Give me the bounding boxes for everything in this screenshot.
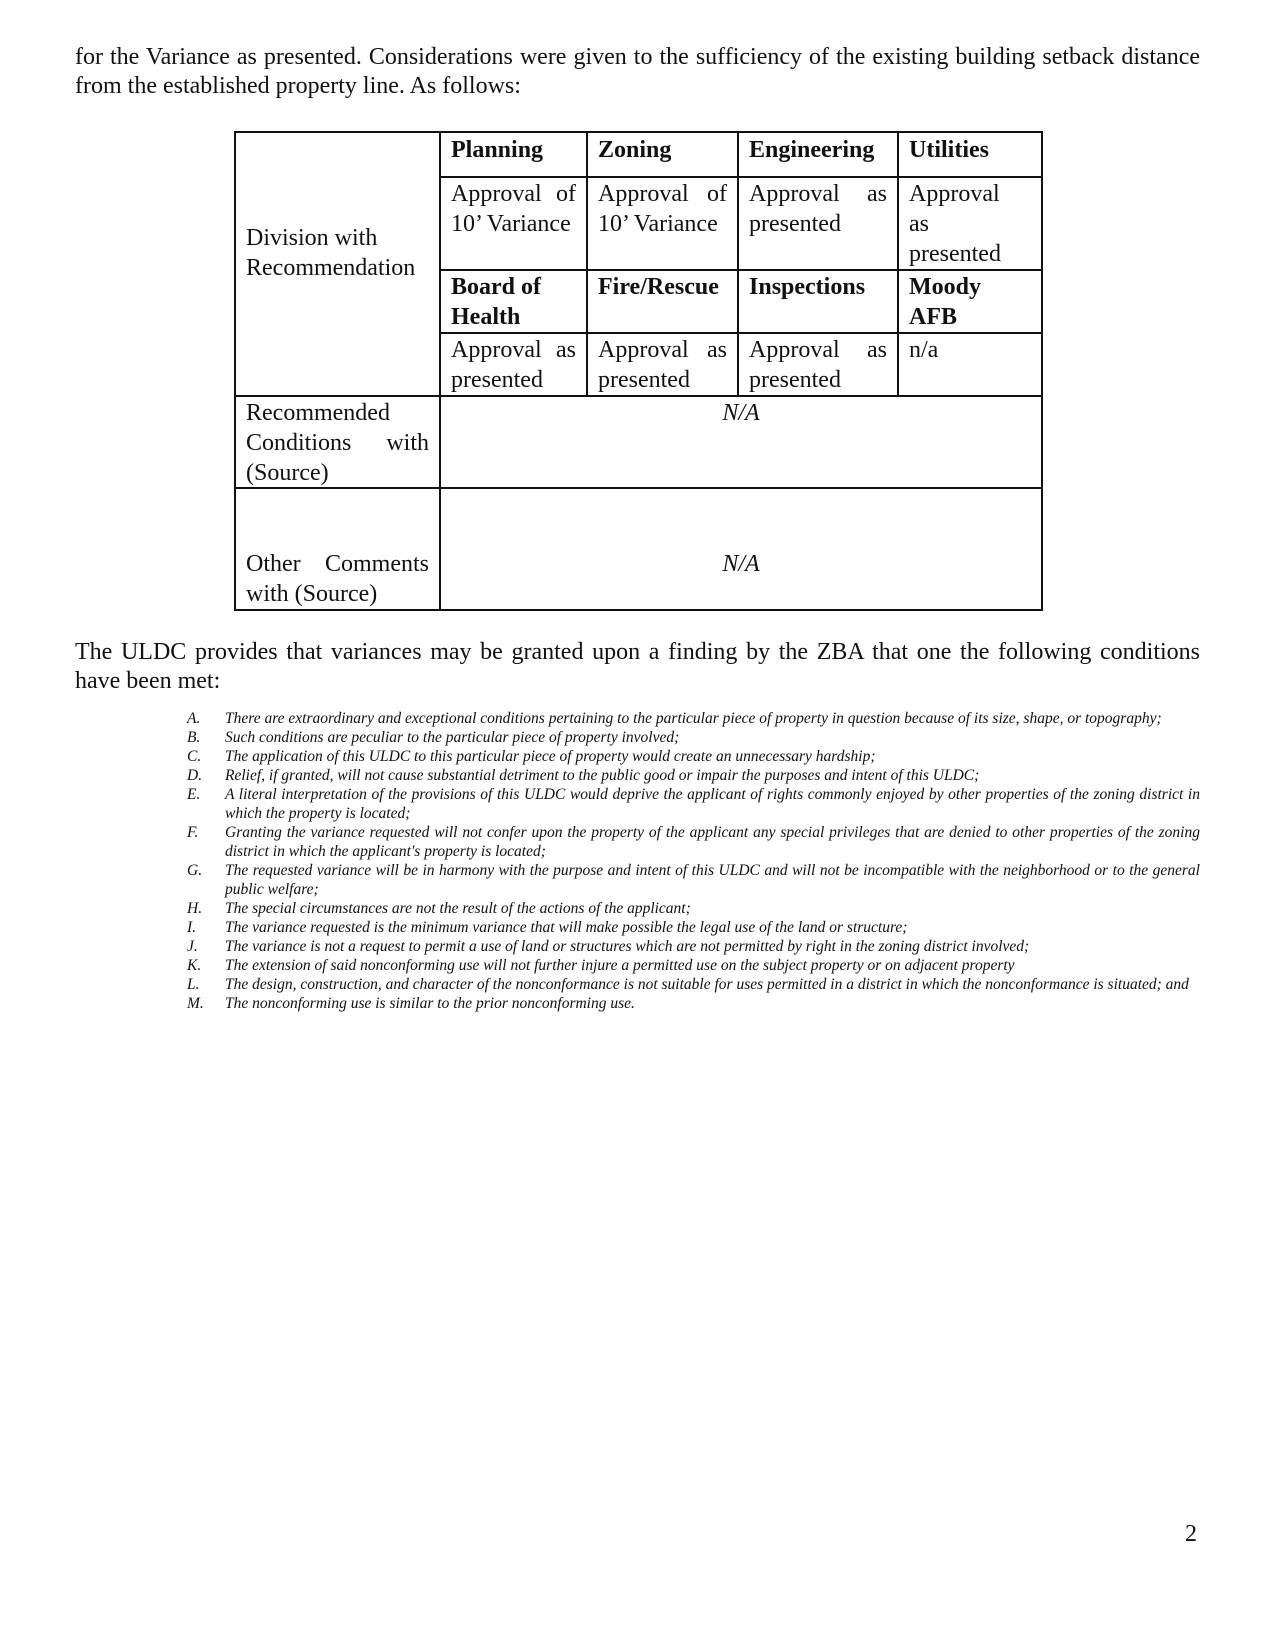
list-item bbox=[184, 994, 1200, 1013]
header-moody-afb: Moody AFB bbox=[909, 274, 981, 330]
list-text: The design, construction, and character of the nonconformance is not suitable for uses permitted in a district in which the nonconformance is situated; and bbox=[225, 976, 1189, 993]
list-letter: A. bbox=[187, 710, 201, 727]
value-moody-afb: n/a bbox=[909, 337, 939, 363]
comments-value: N/A bbox=[722, 551, 760, 577]
list-item bbox=[184, 937, 1200, 956]
value-board-of-health: Approval as presented bbox=[451, 337, 576, 393]
list-text: The requested variance will be in harmony with the purpose and intent of this ULDC and will not be incompatible with the neighborhood or to the general public welfare; bbox=[225, 862, 1200, 898]
value-utilities: Approval as presented bbox=[909, 181, 1001, 267]
list-item bbox=[184, 861, 1200, 899]
conditions-list bbox=[184, 709, 1200, 1013]
page-number: 2 bbox=[1185, 1521, 1197, 1547]
list-text: The variance is not a request to permit a use of land or structures which are not permitted by right in the zoning district involved; bbox=[225, 938, 1030, 955]
list-letter: M. bbox=[187, 995, 204, 1012]
recommendation-table bbox=[234, 131, 1043, 611]
conditions-value: N/A bbox=[722, 400, 760, 426]
list-text: There are extraordinary and exceptional conditions pertaining to the particular piece of property in question because of its size, shape, or topography; bbox=[225, 710, 1162, 727]
list-text: Granting the variance requested will not confer upon the property of the applicant any special privileges that are denied to other properties of the zoning district in which the applicant's property is located; bbox=[225, 824, 1200, 860]
list-item bbox=[184, 956, 1200, 975]
row-label-conditions: Recommended Conditions with (Source) bbox=[246, 400, 429, 486]
list-item bbox=[184, 747, 1200, 766]
row-label-comments: Other Comments with (Source) bbox=[246, 551, 429, 607]
header-board-of-health: Board of Health bbox=[451, 274, 541, 330]
list-letter: H. bbox=[187, 900, 203, 917]
list-letter: C. bbox=[187, 748, 202, 765]
header-inspections: Inspections bbox=[749, 274, 866, 300]
list-item bbox=[184, 785, 1200, 823]
list-item bbox=[184, 766, 1200, 785]
list-text: The special circumstances are not the result of the actions of the applicant; bbox=[225, 900, 691, 917]
intro-paragraph: for the Variance as presented. Considerations were given to the sufficiency of the existing building setback distance from the established property line. As follows: bbox=[75, 44, 1200, 99]
header-engineering: Engineering bbox=[749, 137, 875, 163]
value-engineering: Approval as presented bbox=[749, 181, 887, 237]
list-letter: B. bbox=[187, 729, 201, 746]
list-text: A literal interpretation of the provisions of this ULDC would deprive the applicant of rights commonly enjoyed by other properties of the zoning district in which the property is located; bbox=[225, 786, 1200, 822]
list-text: The variance requested is the minimum variance that will make possible the legal use of the land or structure; bbox=[225, 919, 908, 936]
list-item bbox=[184, 899, 1200, 918]
list-letter: J. bbox=[187, 938, 198, 955]
list-text: The extension of said nonconforming use will not further injure a permitted use on the subject property or on adjacent property bbox=[225, 957, 1015, 974]
list-letter: E. bbox=[187, 786, 201, 803]
list-text: Relief, if granted, will not cause substantial detriment to the public good or impair the purposes and intent of this ULDC; bbox=[225, 767, 980, 784]
list-item bbox=[184, 975, 1200, 994]
value-inspections: Approval as presented bbox=[749, 337, 887, 393]
list-item bbox=[184, 823, 1200, 861]
list-letter: K. bbox=[187, 957, 202, 974]
uldc-paragraph: The ULDC provides that variances may be granted upon a finding by the ZBA that one the following conditions have been met: bbox=[75, 639, 1200, 694]
header-utilities: Utilities bbox=[909, 137, 989, 163]
list-letter: G. bbox=[187, 862, 203, 879]
value-fire-rescue: Approval as presented bbox=[598, 337, 727, 393]
list-letter: F. bbox=[187, 824, 199, 841]
list-text: The nonconforming use is similar to the prior nonconforming use. bbox=[225, 995, 635, 1012]
header-zoning: Zoning bbox=[598, 137, 672, 163]
row-label-division: Division with Recommendation bbox=[246, 225, 416, 281]
header-planning: Planning bbox=[451, 137, 544, 163]
list-letter: D. bbox=[187, 767, 203, 784]
list-letter: L. bbox=[187, 976, 200, 993]
list-item bbox=[184, 709, 1200, 728]
header-fire-rescue: Fire/Rescue bbox=[598, 274, 719, 300]
value-planning: Approval of 10’ Variance bbox=[451, 181, 576, 237]
list-item bbox=[184, 918, 1200, 937]
list-text: The application of this ULDC to this particular piece of property would create an unnecessary hardship; bbox=[225, 748, 876, 765]
value-zoning: Approval of 10’ Variance bbox=[598, 181, 727, 237]
list-item bbox=[184, 728, 1200, 747]
list-text: Such conditions are peculiar to the particular piece of property involved; bbox=[225, 729, 680, 746]
list-letter: I. bbox=[187, 919, 197, 936]
